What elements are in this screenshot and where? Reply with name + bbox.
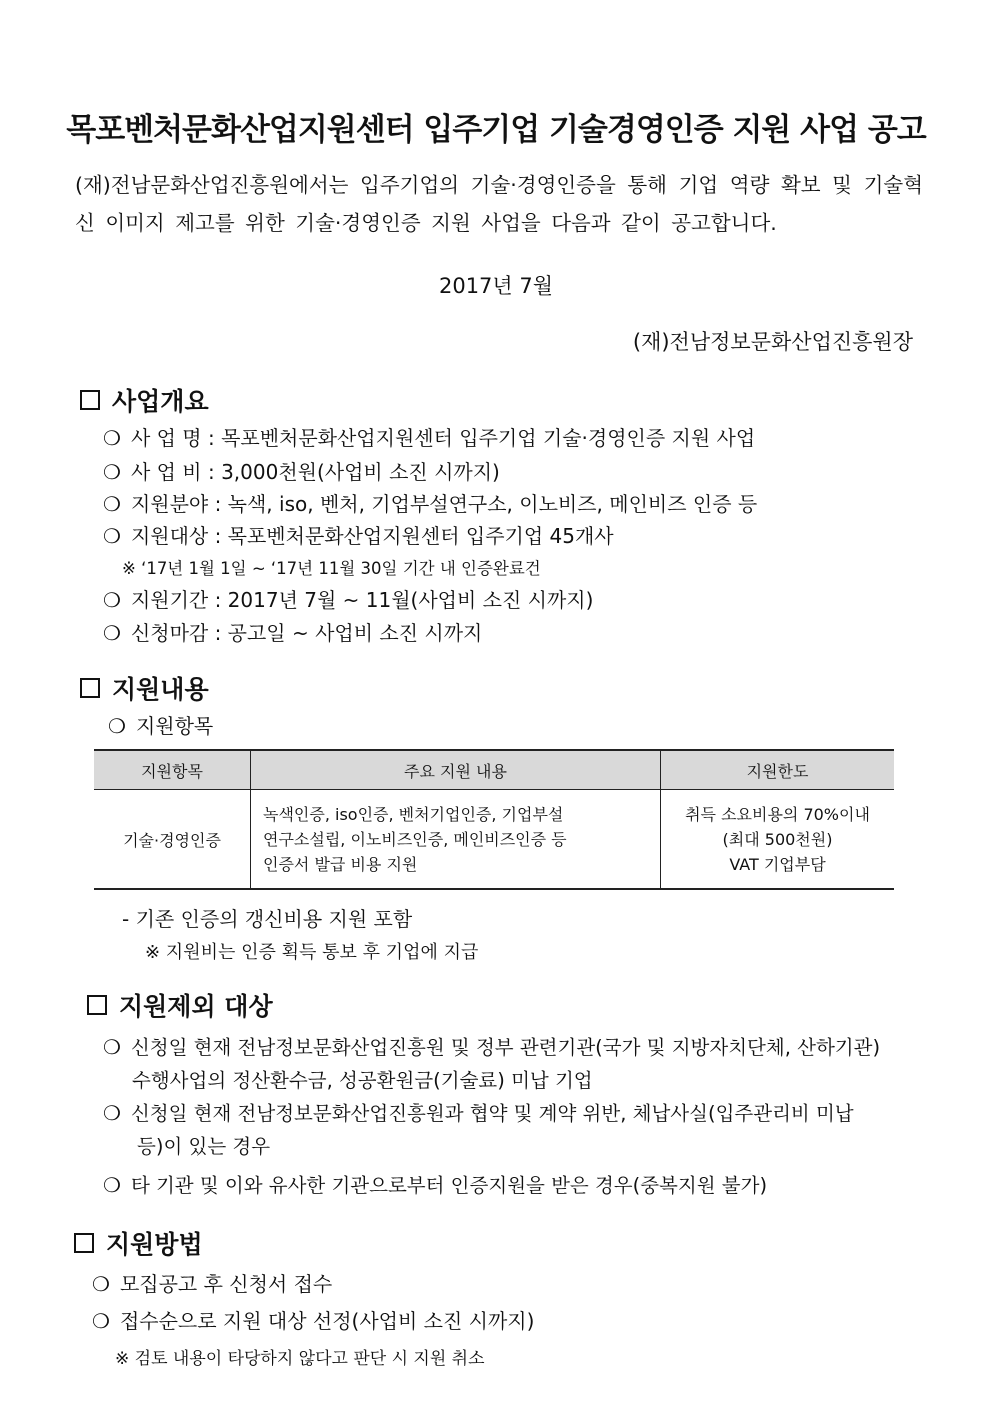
table-header-row [94,750,894,790]
checkbox-square-icon [80,678,100,698]
overview-item-name [103,422,755,451]
overview-item-deadline [103,617,482,646]
table-cell-content [251,790,661,890]
table-cell-limit [661,790,895,890]
overview-item-text: 사 업 비 : 3,000천원(사업비 소진 시까지) [130,460,500,484]
overview-item-text: 지원대상 : 목포벤처문화산업지원센터 입주기업 45개사 [130,524,614,548]
exclusion-item-continued: 등)이 있는 경우 [137,1135,271,1158]
circle-bullet-icon: ❍ [103,460,121,484]
exclusion-item-text: 신청일 현재 전남정보문화산업진흥원과 협약 및 계약 위반, 체납사실(입주관리비 미납 [130,1102,854,1125]
page-title: 목포벤처문화산업지원센터 입주기업 기술경영인증 지원 사업 공고 [66,112,926,148]
method-item [92,1268,332,1297]
limit-line: VAT 기업부담 [729,854,826,874]
checkbox-square-icon [87,995,107,1015]
exclusion-item-text: 타 기관 및 이와 유사한 기관으로부터 인증지원을 받은 경우(중복지원 불가) [130,1174,768,1197]
table-header-item: 지원항목 [94,750,251,790]
limit-line: 취득 소요비용의 70%이내 [685,804,870,824]
section-overview-heading [80,382,209,418]
overview-item-period [103,584,593,613]
circle-bullet-icon: ❍ [103,1101,121,1125]
overview-item-budget [103,456,500,485]
table-header-limit: 지원한도 [661,750,895,790]
checkbox-square-icon [80,390,100,410]
content-line: 인증서 발급 비용 지원 [263,854,418,874]
table-cell-item: 기술·경영인증 [94,790,251,890]
support-dash-text: - 기존 인증의 갱신비용 지원 포함 [122,907,413,931]
section-exclusion-title: 지원제외 대상 [119,992,273,1021]
circle-bullet-icon: ❍ [103,1035,121,1059]
method-item [92,1305,534,1334]
checkbox-square-icon [74,1233,94,1253]
method-item-text: 접수순으로 지원 대상 선정(사업비 소진 시까지) [119,1309,535,1333]
circle-bullet-icon: ❍ [92,1309,110,1333]
circle-bullet-icon: ❍ [92,1272,110,1296]
content-line: 연구소설립, 이노비즈인증, 메인비즈인증 등 [263,829,567,849]
overview-item-text: 사 업 명 : 목포벤처문화산업지원센터 입주기업 기술·경영인증 지원 사업 [130,426,756,450]
limit-line: (최대 500천원) [722,829,833,849]
exclusion-item-text: 신청일 현재 전남정보문화산업진흥원 및 정부 관련기관(국가 및 지방자치단체, 산하기관) [130,1036,881,1059]
method-note: ※ 검토 내용이 타당하지 않다고 판단 시 지원 취소 [115,1349,485,1369]
overview-item-text: 지원분야 : 녹색, iso, 벤처, 기업부설연구소, 이노비즈, 메인비즈 인증 등 [130,492,758,516]
issuer: (재)전남정보문화산업진흥원장 [632,330,913,354]
table-row [94,790,894,890]
circle-bullet-icon: ❍ [103,492,121,516]
exclusion-item [103,1032,880,1060]
exclusion-item [103,1098,854,1126]
overview-note: ※ ‘17년 1월 1일 ~ ‘17년 11월 30일 기간 내 인증완료건 [122,559,541,578]
circle-bullet-icon: ❍ [103,1173,121,1197]
support-note: ※ 지원비는 인증 획득 통보 후 기업에 지급 [145,942,479,963]
exclusion-item-continued: 수행사업의 정산환수금, 성공환원금(기술료) 미납 기업 [132,1069,593,1092]
section-support-heading [80,670,209,706]
support-dash-note [122,903,412,932]
support-subheading-text: 지원항목 [135,714,214,738]
support-table [94,749,894,890]
circle-bullet-icon: ❍ [103,621,121,645]
section-overview-title: 사업개요 [112,387,209,416]
circle-bullet-icon: ❍ [103,588,121,612]
section-method-title: 지원방법 [106,1230,203,1259]
circle-bullet-icon: ❍ [103,426,121,450]
announcement-date: 2017년 7월 [438,274,554,298]
circle-bullet-icon: ❍ [103,524,121,548]
overview-item-text: 신청마감 : 공고일 ~ 사업비 소진 시까지 [130,621,483,645]
support-subheading [108,710,213,739]
overview-item-field [103,488,757,517]
section-method-heading [74,1225,203,1261]
section-support-title: 지원내용 [112,675,209,704]
exclusion-item [103,1170,767,1198]
overview-item-text: 지원기간 : 2017년 7월 ~ 11월(사업비 소진 시까지) [130,588,594,612]
intro-paragraph: (재)전남문화산업진흥원에서는 입주기업의 기술·경영인증을 통해 기업 역량 확보 및 기술혁신 이미지 제고를 위한 기술·경영인증 지원 사업을 다음과 같이 공고합니다. [75,173,923,235]
table-header-content: 주요 지원 내용 [251,750,661,790]
overview-item-target [103,520,614,549]
method-item-text: 모집공고 후 신청서 접수 [119,1272,333,1296]
circle-bullet-icon: ❍ [108,714,126,738]
content-line: 녹색인증, iso인증, 벤처기업인증, 기업부설 [263,804,564,824]
section-exclusion-heading [87,987,273,1023]
